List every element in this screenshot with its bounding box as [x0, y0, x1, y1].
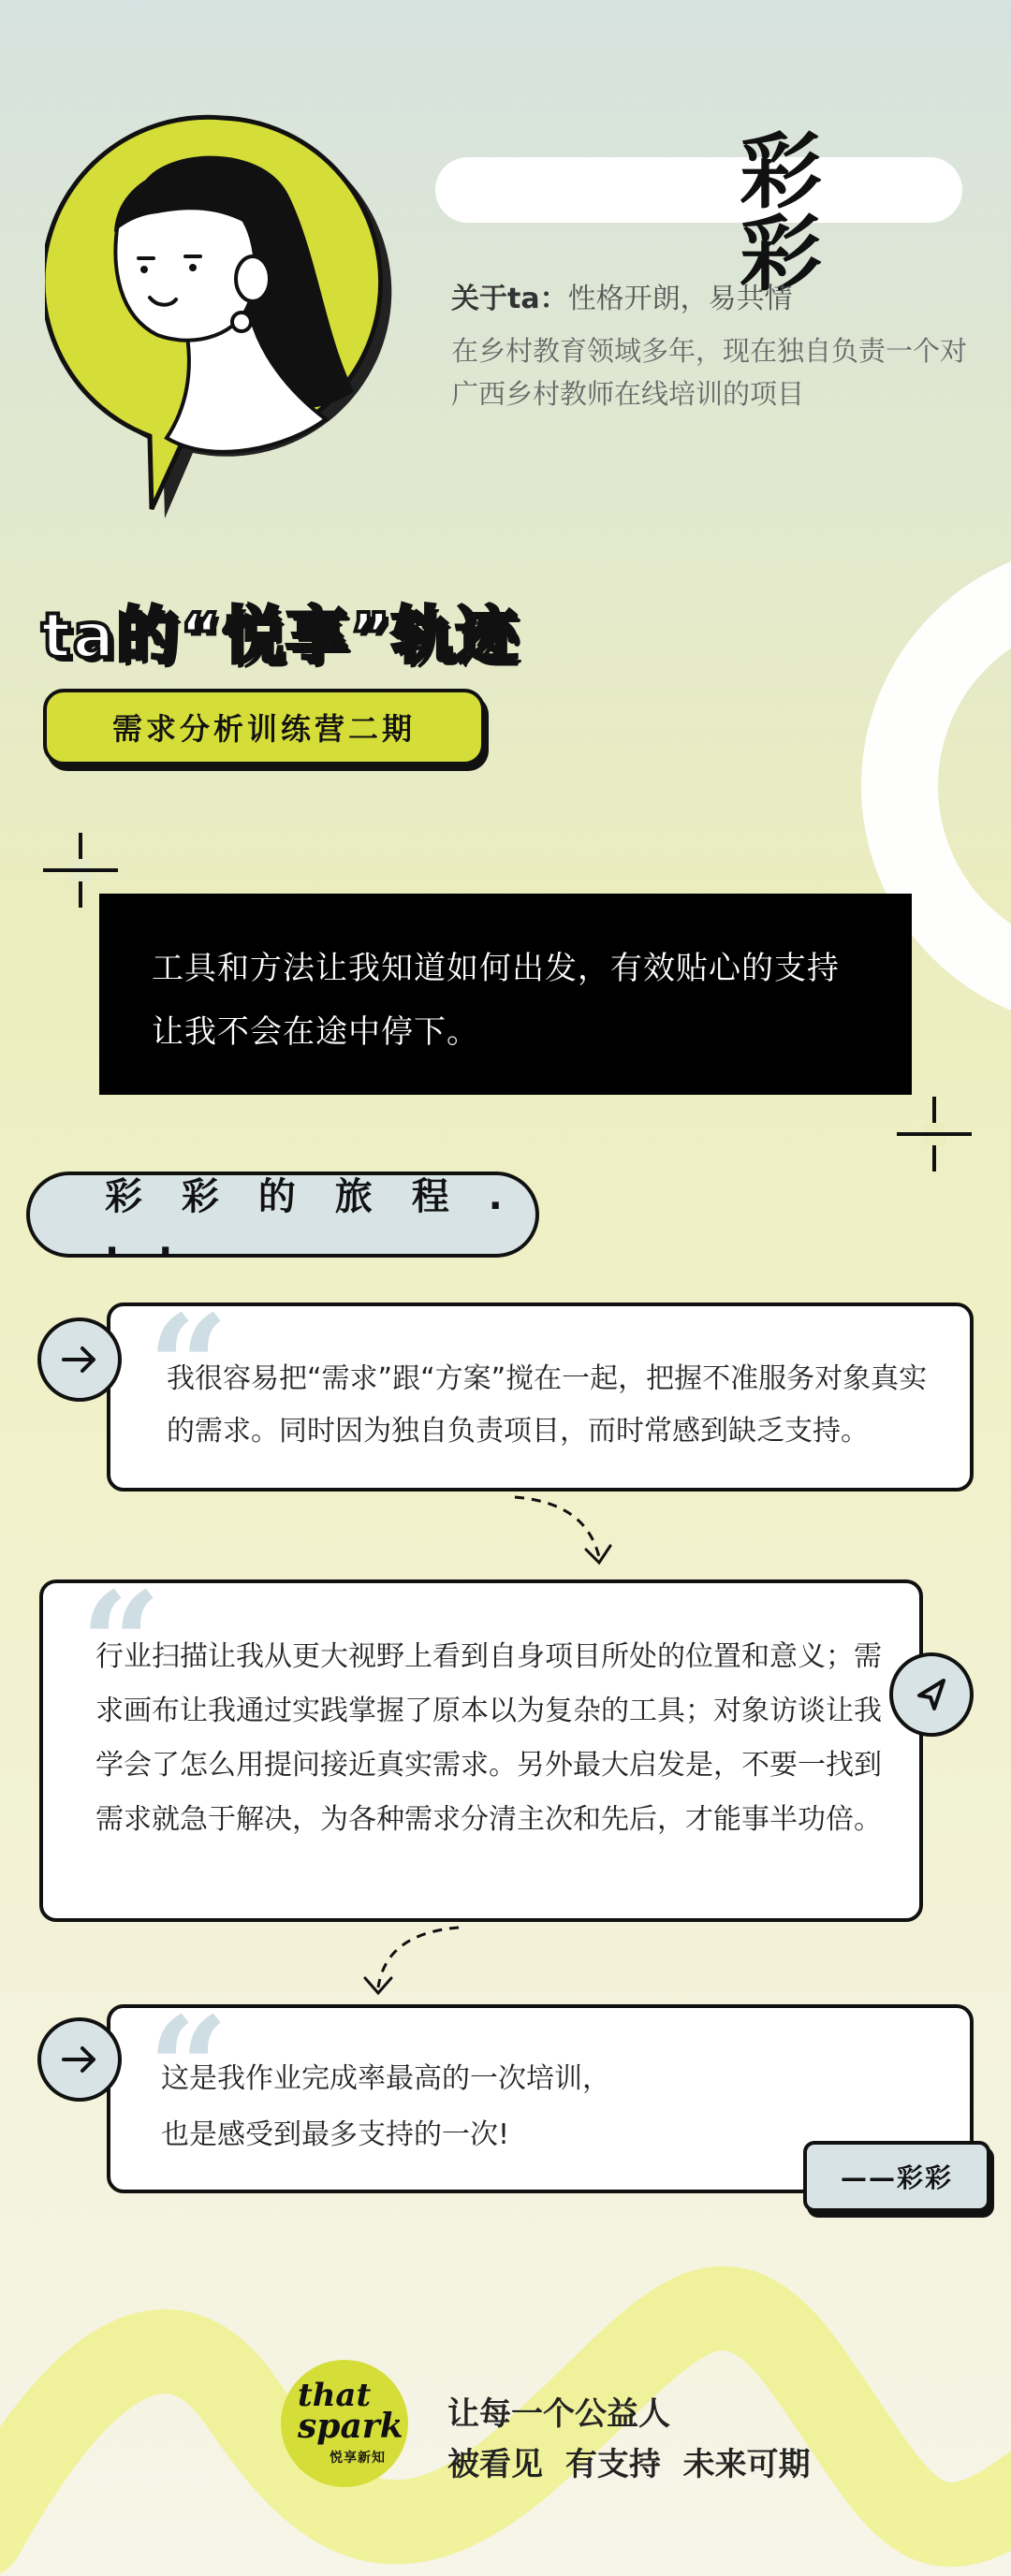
journey-card-2: [39, 1562, 923, 1922]
arrow-right-icon: [37, 1317, 122, 1402]
quote-mark-icon: “: [81, 1562, 162, 1726]
signature-tag: ——彩彩: [803, 2141, 990, 2212]
journey-text-2: 行业扫描让我从更大视野上看到自身项目所处的位置和意义；需求画布让我通过实践掌握了原本以为复杂的工具；对象访谈让我学会了怎么用提问接近真实需求。另外最大启发是，不要一找到需求就急于解决，为各种需求分清主次和先后，才能事半功倍。: [95, 1640, 882, 1836]
slogan-line-2: 被看见 有支持 未来可期: [447, 2446, 811, 2483]
camp-name-badge: 需求分析训练营二期: [43, 689, 485, 765]
section-heading: ta的“悦享”轨迹: [41, 600, 520, 672]
logo-that-text: that: [298, 2377, 372, 2414]
dashed-arrow-icon: [356, 1922, 468, 2006]
about-traits: 性格开朗，易共情: [567, 283, 793, 315]
quote-mark-icon: “: [148, 1987, 229, 2151]
about-line: [451, 281, 793, 318]
about-label: 关于ta：: [451, 283, 568, 315]
slogan-line-1: 让每一个公益人: [447, 2395, 670, 2433]
avatar-illustration: [45, 110, 401, 522]
dashed-arrow-icon: [506, 1492, 618, 1576]
arrow-right-icon: [37, 2017, 122, 2102]
highlight-quote: 工具和方法让我知道如何出发，有效贴心的支持让我不会在途中停下。: [99, 894, 912, 1095]
about-description: 在乡村教育领域多年，现在独自负责一个对广西乡村教师在线培训的项目: [451, 335, 968, 410]
logo-cn-text: 悦享新知: [330, 2451, 386, 2466]
journey-text-3-line2: 也是感受到最多支持的一次!: [161, 2118, 510, 2151]
journey-text-1: 我很容易把“需求”跟“方案”搅在一起，把握不准服务对象真实的需求。同时因为独自负责项目，而时常感到缺乏支持。: [167, 1362, 928, 1448]
sparkle-icon: [897, 1097, 972, 1172]
profile-name: 彩 彩: [740, 124, 849, 302]
journey-title: 彩 彩 的 旅 程 . . .: [26, 1172, 539, 1258]
send-icon: [889, 1652, 974, 1737]
logo-spark-text: spark: [298, 2407, 403, 2446]
journey-card-1: [107, 1285, 974, 1492]
decorative-wave: [0, 2180, 1011, 2576]
quote-mark-icon: “: [148, 1285, 229, 1449]
journey-text-3-line1: 这是我作业完成率最高的一次培训，: [161, 2062, 610, 2095]
